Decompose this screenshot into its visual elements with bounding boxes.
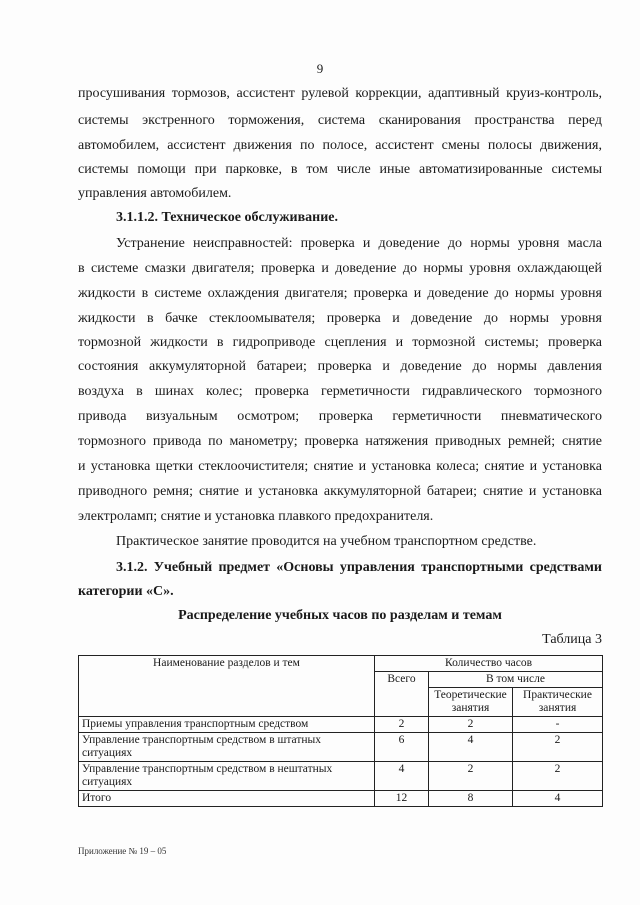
hours-table bbox=[78, 655, 603, 807]
text-line: Практическое занятие проводится на учебном транспортном средстве. bbox=[116, 534, 537, 549]
header-including: В том числе bbox=[429, 672, 603, 688]
text-line: жидкости в системе охлаждения двигателя; проверка и доведение до нормы уровня bbox=[78, 286, 602, 301]
row-total: 4 bbox=[375, 762, 429, 791]
subject-heading: категории «С». bbox=[78, 584, 174, 599]
row-name: Приемы управления транспортным средством bbox=[79, 717, 375, 733]
row-theory: 2 bbox=[429, 762, 513, 791]
header-theory: Теоретические занятия bbox=[429, 688, 513, 717]
text-line: привода визуальным осмотром; проверка герметичности пневматического bbox=[78, 409, 602, 424]
row-practice: 4 bbox=[513, 791, 603, 807]
text-line: автомобилем, ассистент движения по полосе, ассистент смены полосы движения, bbox=[78, 138, 602, 153]
page-footer: Приложение № 19 – 05 bbox=[78, 846, 167, 856]
row-theory: 4 bbox=[429, 733, 513, 762]
row-name: Итого bbox=[79, 791, 375, 807]
table-row bbox=[79, 762, 603, 791]
row-name: Управление транспортным средством в штатных ситуациях bbox=[79, 733, 375, 762]
table-row bbox=[79, 733, 603, 762]
row-total: 6 bbox=[375, 733, 429, 762]
page-number: 9 bbox=[316, 61, 324, 76]
text-line: управления автомобилем. bbox=[78, 186, 232, 201]
row-practice: 2 bbox=[513, 762, 603, 791]
row-total: 12 bbox=[375, 791, 429, 807]
text-line: и установка щетки стеклоочистителя; снятие и установка колеса; снятие и установка bbox=[78, 459, 602, 474]
text-line: просушивания тормозов, ассистент рулевой коррекции, адаптивный круиз-контроль, bbox=[78, 86, 602, 101]
text-line: Устранение неисправностей: проверка и доведение до нормы уровня масла bbox=[116, 236, 602, 251]
section-heading: 3.1.1.2. Техническое обслуживание. bbox=[116, 210, 338, 225]
row-total: 2 bbox=[375, 717, 429, 733]
row-theory: 2 bbox=[429, 717, 513, 733]
text-line: тормозной жидкости в гидроприводе сцепления и тормозной системы; проверка bbox=[78, 335, 602, 350]
text-line: жидкости в бачке стеклоомывателя; проверка и доведение до нормы уровня bbox=[78, 311, 602, 326]
text-line: тормозного привода по манометру; проверка натяжения приводных ремней; снятие bbox=[78, 434, 602, 449]
text-line: воздуха в шинах колес; проверка герметичности гидравлического тормозного bbox=[78, 384, 602, 399]
text-line: приводного ремня; снятие и установка аккумуляторной батареи; снятие и установка bbox=[78, 484, 602, 499]
subject-heading: 3.1.2. Учебный предмет «Основы управления транспортными средствами bbox=[116, 560, 602, 575]
text-line: электроламп; снятие и установка плавкого предохранителя. bbox=[78, 509, 434, 524]
row-practice: - bbox=[513, 717, 603, 733]
text-line: в системе смазки двигателя; проверка и доведение до нормы уровня охлаждающей bbox=[78, 261, 602, 276]
text-line: состояния аккумуляторной батареи; проверка и доведение до нормы давления bbox=[78, 359, 602, 374]
table-row bbox=[79, 717, 603, 733]
header-sections: Наименование разделов и тем bbox=[79, 656, 375, 717]
header-practice: Практические занятия bbox=[513, 688, 603, 717]
row-theory: 8 bbox=[429, 791, 513, 807]
row-practice: 2 bbox=[513, 733, 603, 762]
table-title: Распределение учебных часов по разделам и темам bbox=[178, 608, 502, 623]
table-row bbox=[79, 791, 603, 807]
row-name: Управление транспортным средством в нештатных ситуациях bbox=[79, 762, 375, 791]
text-line: системы экстренного торможения, система сканирования пространства перед bbox=[78, 113, 602, 128]
text-line: системы помощи при парковке, в том числе иные автоматизированные системы bbox=[78, 162, 602, 177]
header-total: Всего bbox=[375, 672, 429, 717]
table-label: Таблица 3 bbox=[542, 632, 602, 647]
header-hours: Количество часов bbox=[375, 656, 603, 672]
